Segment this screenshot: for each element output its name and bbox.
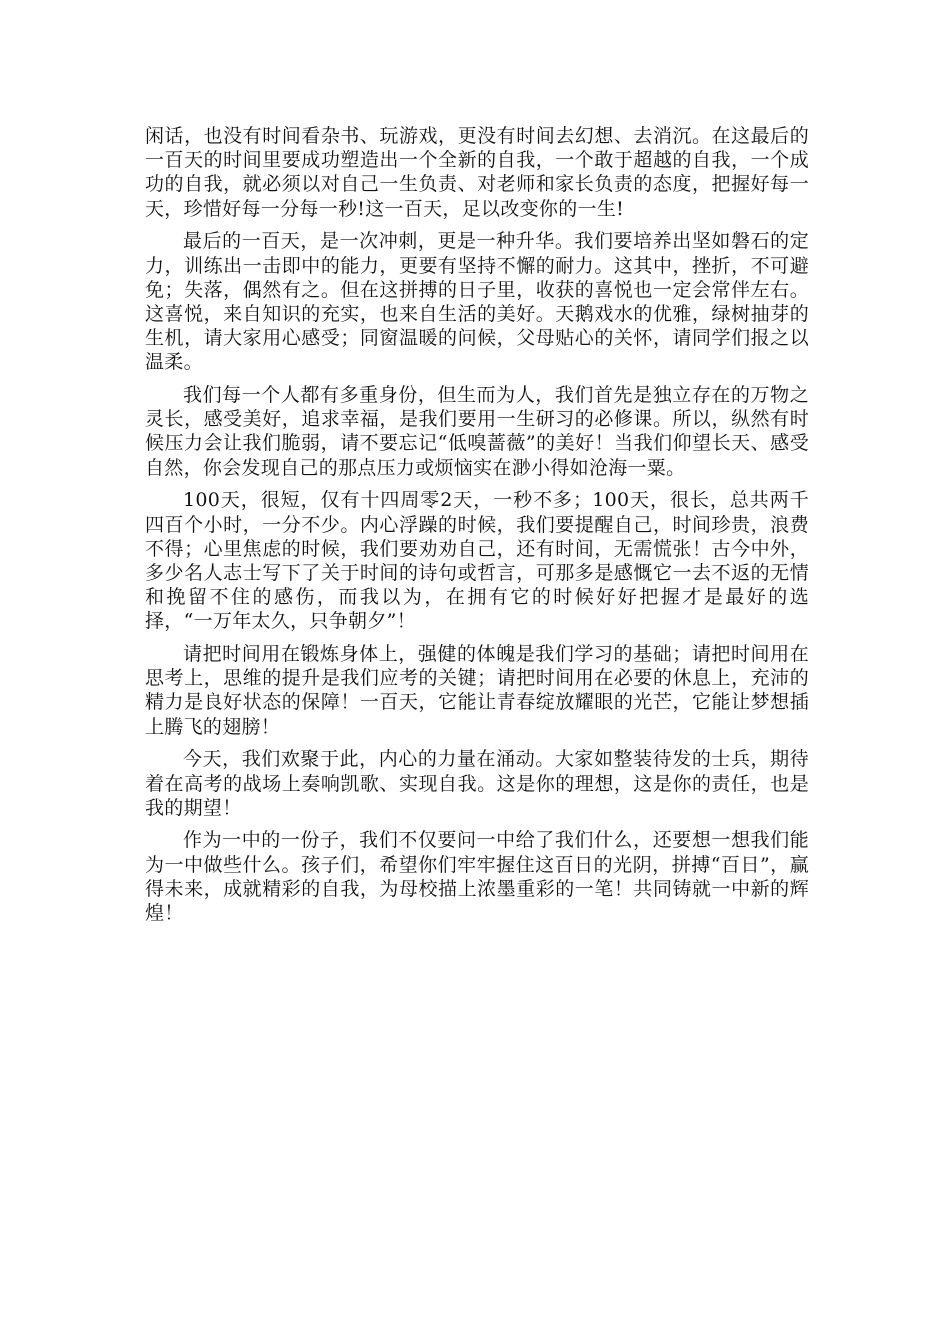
paragraph-1: 闲话，也没有时间看杂书、玩游戏，更没有时间去幻想、去消沉。在这最后的一百天的时间里要成功塑造出一个全新的自我，一个敢于超越的自我，一个成功的自我，就必须以对自己一生负责、对老师和家长负责的态度，把握好每一天，珍惜好每一分每一秒!这一百天，足以改变你的一生! — [145, 125, 809, 220]
paragraph-4: 100天，很短，仅有十四周零2天，一秒不多；100天，很长，总共两千四百个小时，一分不少。内心浮躁的时候，我们要提醒自己，时间珍贵，浪费不得；心里焦虑的时候，我们要劝劝自己，还有时间，无需慌张！古今中外，多少名人志士写下了关于时间的诗句或哲言，可那多是感慨它一去不返的无情和挽留不住的感伤，而我以为，在拥有它的时候好好把握才是最好的选择，“一万年太久，只争朝夕”！ — [145, 489, 809, 633]
paragraph-5: 请把时间用在锻炼身体上，强健的体魄是我们学习的基础；请把时间用在思考上，思维的提升是我们应考的关键；请把时间用在必要的休息上，充沛的精力是良好状态的保障！一百天，它能让青春绽放耀眼的光芒，它能让梦想插上腾飞的翅膀！ — [145, 643, 809, 738]
document-body — [145, 124, 809, 934]
paragraph-6: 今天，我们欢聚于此，内心的力量在涌动。大家如整装待发的士兵，期待着在高考的战场上奏响凯歌、实现自我。这是你的理想，这是你的责任，也是我的期望！ — [145, 748, 809, 819]
paragraph-3: 我们每一个人都有多重身份，但生而为人，我们首先是独立存在的万物之灵长，感受美好，追求幸福，是我们要用一生研习的必修课。所以，纵然有时候压力会让我们脆弱，请不要忘记“低嗅蔷薇”的美好！当我们仰望长天、感受自然，你会发现自己的那点压力或烦恼实在渺小得如沧海一粟。 — [145, 384, 809, 479]
paragraph-2: 最后的一百天，是一次冲刺，更是一种升华。我们要培养出坚如磐石的定力，训练出一击即中的能力，更要有坚持不懈的耐力。这其中，挫折，不可避免；失落，偶然有之。但在这拼搏的日子里，收获的喜悦也一定会常伴左右。这喜悦，来自知识的充实，也来自生活的美好。天鹅戏水的优雅，绿树抽芽的生机，请大家用心感受；同窗温暖的问候，父母贴心的关怀，请同学们报之以温柔。 — [145, 230, 809, 374]
paragraph-7: 作为一中的一份子，我们不仅要问一中给了我们什么，还要想一想我们能为一中做些什么。孩子们，希望你们牢牢握住这百日的光阴，拼搏“百日”，赢得未来，成就精彩的自我，为母校描上浓墨重彩的一笔！共同铸就一中新的辉煌！ — [145, 829, 809, 925]
